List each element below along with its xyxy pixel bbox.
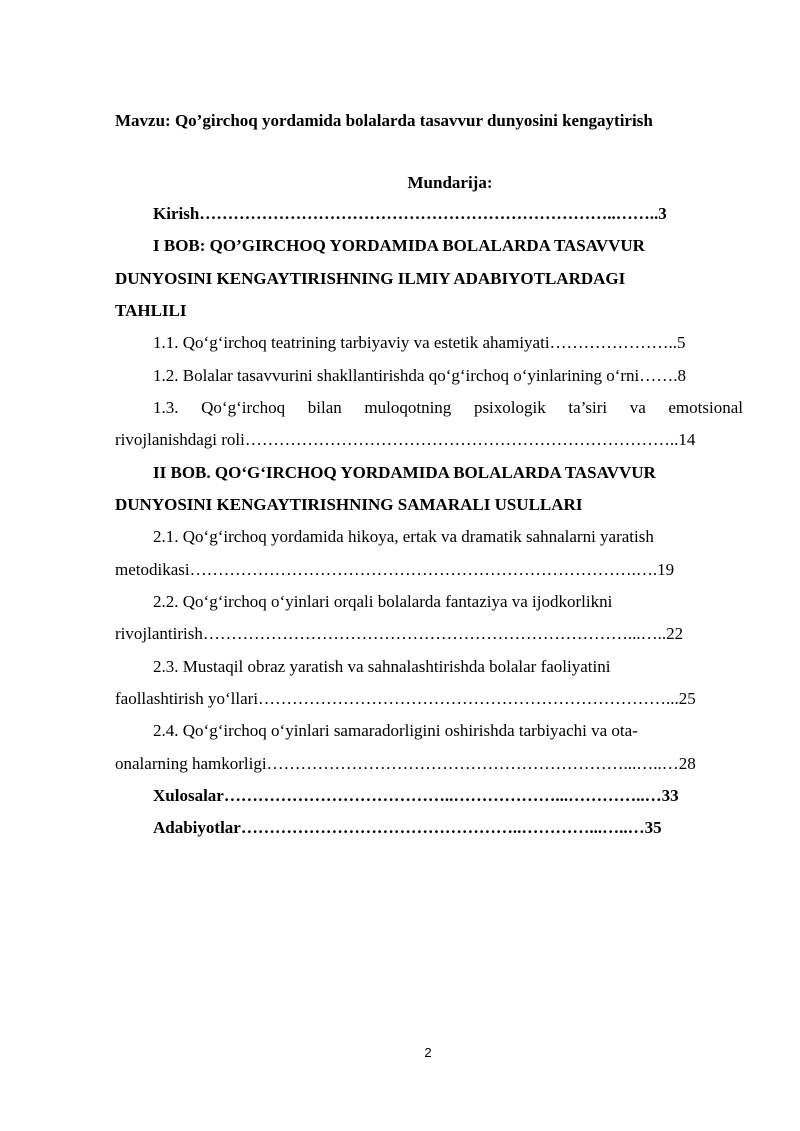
- toc-entry-2-4-line-2: onalarning hamkorligi………………………………………………………...…..…28: [115, 754, 696, 773]
- toc-entry-2-1-line-1: 2.1. Qo‘g‘irchoq yordamida hikoya, ertak va dramatik sahnalarni yaratish: [153, 527, 654, 546]
- toc-entry-2-4-line-1: 2.4. Qo‘g‘irchoq o‘yinlari samaradorligini oshirishda tarbiyachi va ota-: [153, 721, 638, 740]
- toc-word: muloqotning: [364, 398, 452, 417]
- toc-word: ta’siri: [568, 398, 608, 417]
- toc-entry-2-2-line-1: 2.2. Qo‘g‘irchoq o‘yinlari orqali bolalarda fantaziya va ijodkorlikni: [153, 592, 613, 611]
- toc-chapter-2-line-1: II BOB. QO‘G‘IRCHOQ YORDAMIDA BOLALARDA TASAVVUR: [153, 463, 656, 482]
- toc-word: psixologik: [473, 398, 546, 417]
- toc-word: Qo‘g‘irchoq: [201, 398, 286, 417]
- toc-entry-2-3-line-2: faollashtirish yo‘llari………………………………………………………………...25: [115, 689, 696, 708]
- toc-heading: Mundarija:: [407, 173, 493, 192]
- page-number: 2: [424, 1045, 432, 1060]
- toc-chapter-1-line-3: TAHLILI: [115, 301, 187, 320]
- toc-entry-1-3-line-1: [153, 397, 743, 419]
- toc-entry-kirish: Kirish………………………………………………………………..……..3: [153, 204, 667, 223]
- toc-chapter-1-line-2: DUNYOSINI KENGAYTIRISHNING ILMIY ADABIYOTLARDAGI: [115, 269, 626, 288]
- toc-word: va: [629, 398, 646, 417]
- toc-entry-1-2: 1.2. Bolalar tasavvurini shakllantirishda qo‘g‘irchoq o‘yinlarining o‘rni…….8: [153, 366, 687, 385]
- toc-entry-1-1: 1.1. Qo‘g‘irchoq teatrining tarbiyaviy va estetik ahamiyati…………………..5: [153, 333, 686, 352]
- toc-entry-2-1-line-2: metodikasi…………………………………………………………………….….19: [115, 560, 675, 579]
- toc-entry-adabiyotlar: Adabiyotlar…………………………………………..…………...…..…35: [153, 818, 662, 837]
- toc-word: emotsional: [668, 398, 743, 417]
- toc-word: bilan: [307, 398, 342, 417]
- toc-chapter-1-line-1: I BOB: QO’GIRCHOQ YORDAMIDA BOLALARDA TASAVVUR: [153, 236, 645, 255]
- toc-word: 1.3.: [153, 398, 179, 417]
- toc-entry-xulosalar: Xulosalar…………………………………..………………...…………..…33: [153, 786, 679, 805]
- toc-chapter-2-line-2: DUNYOSINI KENGAYTIRISHNING SAMARALI USULLARI: [115, 495, 583, 514]
- document-title: Mavzu: Qo’girchoq yordamida bolalarda tasavvur dunyosini kengaytirish: [115, 111, 653, 130]
- toc-entry-2-2-line-2: rivojlantirish…………………………………………………………………...…..22: [115, 624, 684, 643]
- toc-entry-1-3-line-2: rivojlanishdagi roli…………………………………………………………………..14: [115, 430, 696, 449]
- toc-entry-2-3-line-1: 2.3. Mustaqil obraz yaratish va sahnalashtirishda bolalar faoliyatini: [153, 657, 611, 676]
